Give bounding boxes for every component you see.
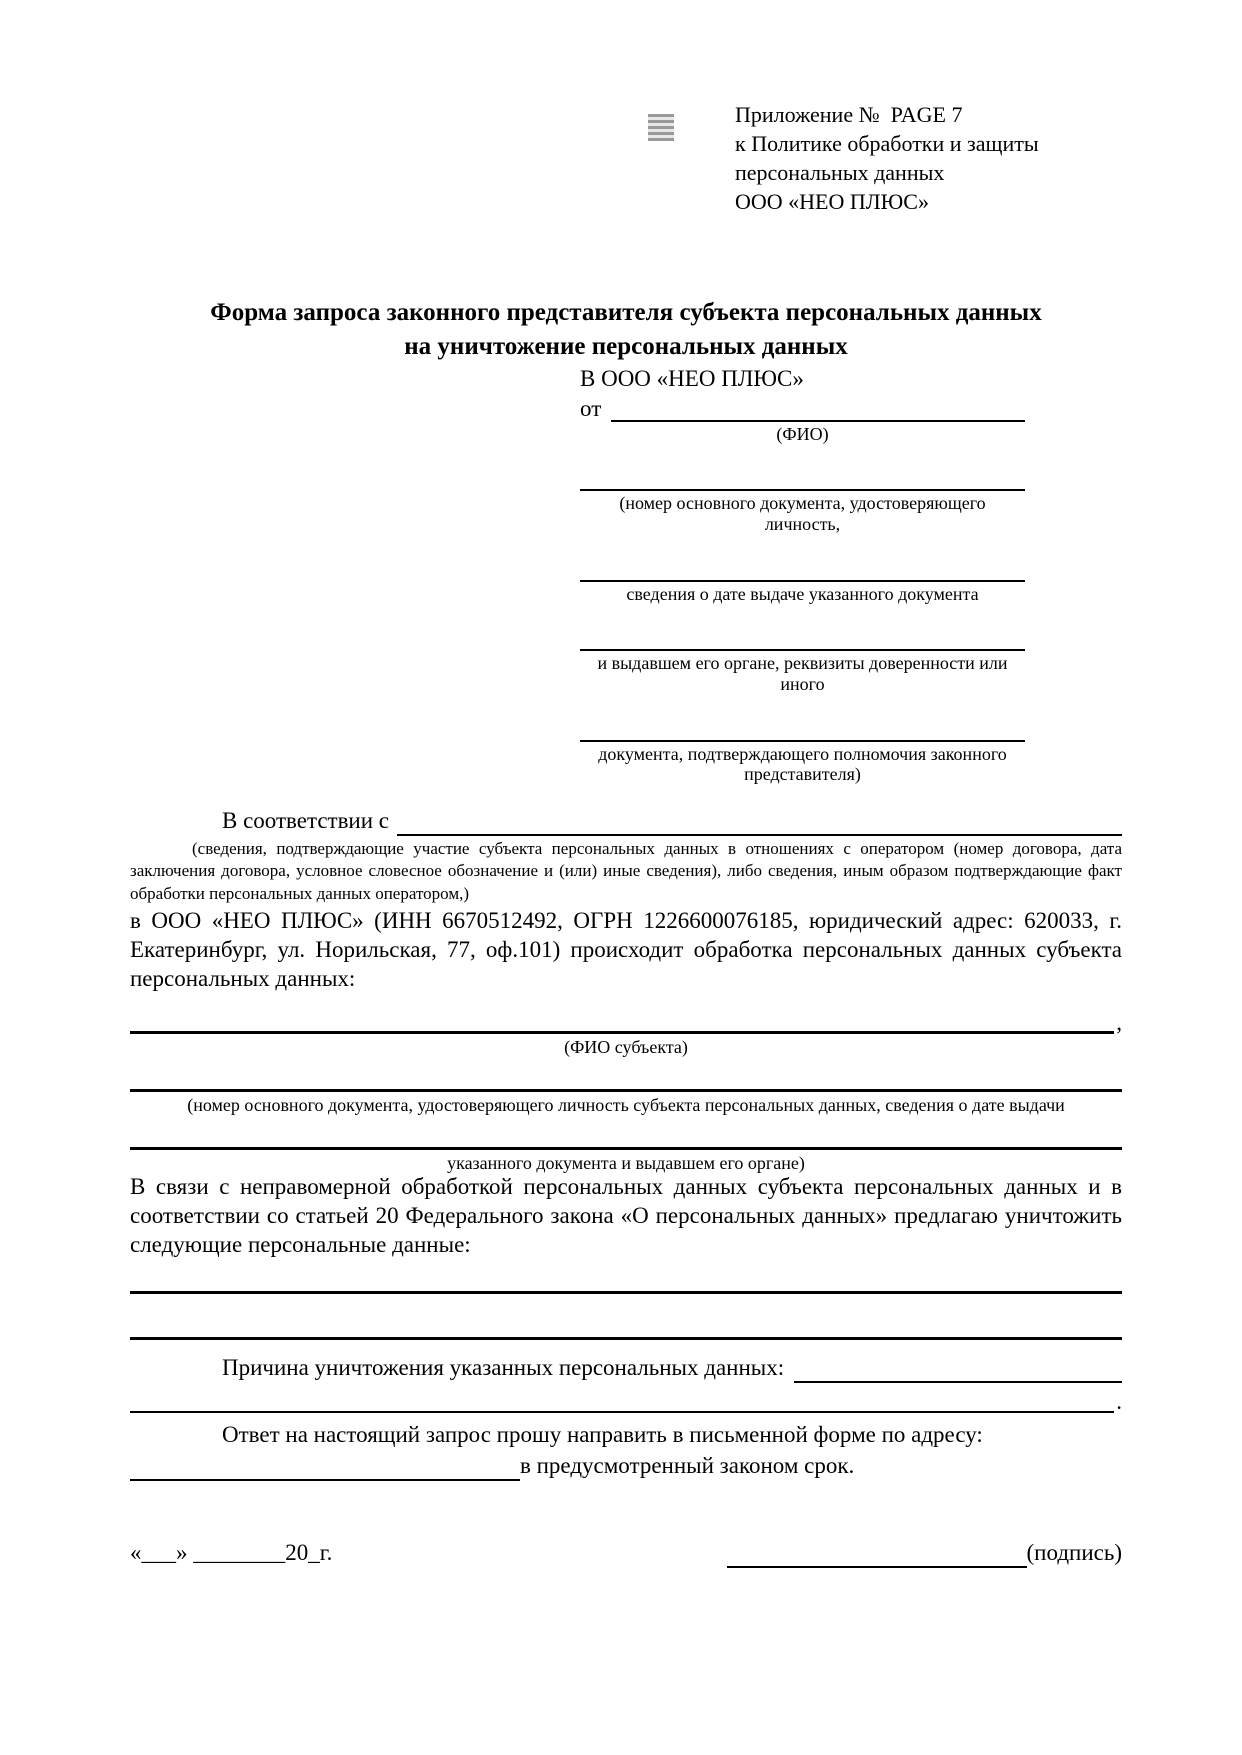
fio-blank-line bbox=[611, 396, 1025, 422]
subject-fio-comma: , bbox=[1116, 1010, 1122, 1036]
title-line-2: на уничтожение персональных данных bbox=[404, 332, 848, 360]
issuing-authority-blank-line bbox=[580, 624, 1025, 651]
subject-fio-row bbox=[130, 1006, 1122, 1034]
subject-authority-row bbox=[130, 1122, 1122, 1150]
accordance-label: В соответствии с bbox=[222, 808, 390, 833]
document-number-blank-line bbox=[580, 464, 1025, 491]
reason-continuation-row bbox=[130, 1385, 1122, 1413]
document-number-caption: (номер основного документа, удостоверяющего личность, bbox=[619, 493, 986, 534]
answer-address-row bbox=[130, 1452, 1122, 1481]
answer-term-text: в предусмотренный законом срок. bbox=[520, 1453, 855, 1479]
fio-caption: (ФИО) bbox=[776, 423, 829, 444]
operator-paragraph: в ООО «НЕО ПЛЮС» (ИНН 6670512492, ОГРН 1226600076185, юридический адрес: 620033, г. Екатеринбург, ул. Норильская, 77, оф.101) происходит обработка персональных данных субъекта персональных данных: bbox=[130, 908, 1122, 992]
document-title bbox=[130, 296, 1122, 364]
reason-continuation-blank-line bbox=[130, 1385, 1114, 1413]
destroy-paragraph: В связи с неправомерной обработкой персональных данных субъекта персональных данных и в соответствии со статьей 20 Федерального закона «О персональных данных» предлагаю уничтожить следующие персональные данные: bbox=[130, 1174, 1122, 1258]
appendix-header bbox=[735, 100, 1122, 216]
accordance-row bbox=[130, 807, 1122, 836]
date-line: «___» ________20_г. bbox=[130, 1540, 333, 1566]
appendix-policy-line2: персональных данных bbox=[735, 160, 945, 186]
subject-document-blank-line bbox=[130, 1064, 1122, 1092]
page-header bbox=[130, 100, 1122, 218]
answer-address-blank-line bbox=[130, 1455, 520, 1481]
subject-authority-caption: указанного документа и выдавшем его органе) bbox=[447, 1152, 805, 1173]
appendix-company: ООО «НЕО ПЛЮС» bbox=[735, 189, 929, 215]
data-to-destroy-blank-line-1 bbox=[130, 1264, 1122, 1294]
reason-blank-line bbox=[794, 1357, 1122, 1383]
data-to-destroy-blank-line-2 bbox=[130, 1294, 1122, 1340]
reason-row bbox=[130, 1354, 1122, 1383]
authority-document-caption: документа, подтверждающего полномочия законного представителя) bbox=[598, 743, 1007, 785]
signature-caption: (подпись) bbox=[1026, 1540, 1122, 1566]
from-row bbox=[580, 396, 1025, 422]
appendix-policy-line: к Политике обработки и защиты bbox=[735, 131, 1039, 157]
subject-document-row bbox=[130, 1064, 1122, 1092]
accordance-blank-line bbox=[397, 810, 1122, 836]
answer-paragraph: Ответ на настоящий запрос прошу направить в письменной форме по адресу: bbox=[222, 1422, 983, 1448]
from-label: от bbox=[580, 395, 602, 421]
appendix-number: Приложение № PAGE 7 bbox=[735, 102, 963, 127]
reason-period: . bbox=[1116, 1389, 1122, 1415]
reason-label: Причина уничтожения указанных персональных данных: bbox=[222, 1355, 785, 1381]
issue-date-blank-line bbox=[580, 555, 1025, 582]
subject-authority-blank-line bbox=[130, 1122, 1122, 1150]
authority-document-blank-line bbox=[580, 715, 1025, 742]
subject-fio-caption: (ФИО субъекта) bbox=[564, 1037, 688, 1058]
footer-row bbox=[130, 1539, 1122, 1568]
subject-fio-blank-line bbox=[130, 1006, 1114, 1034]
issuing-authority-caption: и выдавшем его органе, реквизиты доверенности или иного bbox=[597, 653, 1008, 694]
title-line-1: Форма запроса законного представителя субъекта персональных данных bbox=[210, 299, 1042, 326]
embedded-object-stripes-icon bbox=[648, 114, 674, 141]
issue-date-caption: сведения о дате выдаче указанного документа bbox=[626, 583, 979, 604]
signature-group bbox=[727, 1539, 1122, 1568]
addressee-company: В ООО «НЕО ПЛЮС» bbox=[580, 365, 804, 391]
signature-blank-line bbox=[727, 1542, 1027, 1568]
addressee-block bbox=[580, 366, 1025, 786]
subject-document-caption: (номер основного документа, удостоверяющего личность субъекта персональных данных, сведения о дате выдачи bbox=[187, 1094, 1065, 1115]
accordance-footnote: (сведения, подтверждающие участие субъекта персональных данных в отношениях с оператором (номер договора, дата заключения договора, условное словесное обозначение и (или) иные сведения), либо сведения, иным образом подтверждающие факт обработки персональных данных оператором,) bbox=[130, 838, 1122, 903]
document-body bbox=[130, 807, 1122, 1568]
